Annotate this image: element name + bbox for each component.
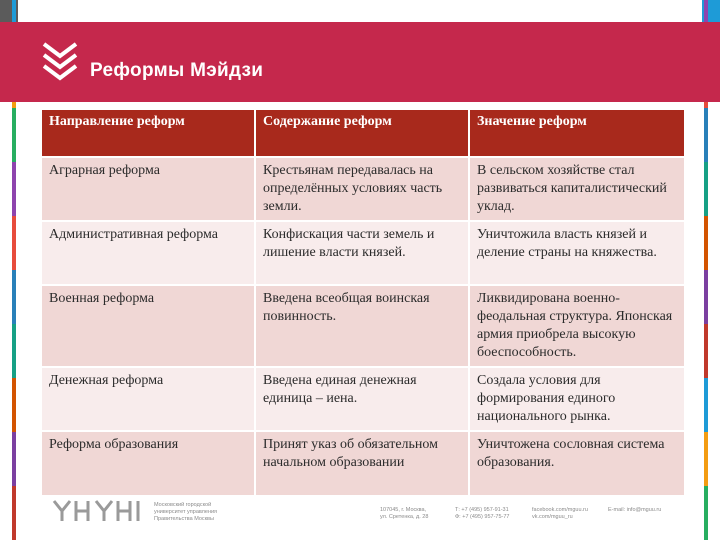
reforms-table-container (42, 110, 685, 495)
table-cell: Денежная реформа (42, 367, 255, 431)
table-cell: Принят указ об обязательном начальном образовании (255, 431, 469, 495)
footer-email[interactable]: E-mail: info@mguu.ru (608, 507, 662, 513)
stripe-segment (12, 486, 16, 540)
stripe-segment (12, 108, 16, 162)
stripe-segment (12, 270, 16, 324)
stripe-segment (12, 324, 16, 378)
footer-social-links[interactable]: facebook.com/mguu.ru vk.com/mguu_ru (532, 507, 588, 520)
table-row (42, 157, 685, 221)
table-cell: Конфискация части земель и лишение власти князей. (255, 221, 469, 285)
slide-header (0, 22, 720, 102)
stripe-segment (704, 162, 708, 216)
table-row (42, 221, 685, 285)
stripe-segment (704, 108, 708, 162)
table-header-row (42, 110, 685, 157)
table-cell: Реформа образования (42, 431, 255, 495)
table-cell: Аграрная реформа (42, 157, 255, 221)
reforms-table (42, 110, 686, 495)
slide-footer (50, 497, 690, 527)
footer-org-name: Московский городской университет управления Правительства Москвы (154, 502, 218, 522)
table-cell: Ликвидирована военно-феодальная структура. Японская армия приобрела высокую боеспособность. (469, 285, 685, 367)
column-header-significance: Значение реформ (469, 110, 685, 157)
table-cell: Введена всеобщая воинская повинность. (255, 285, 469, 367)
page-title: Реформы Мэйдзи (90, 60, 264, 81)
table-cell: Административная реформа (42, 221, 255, 285)
stripe-segment (704, 432, 708, 486)
table-cell: В сельском хозяйстве стал развиваться капиталистический уклад. (469, 157, 685, 221)
table-cell: Военная реформа (42, 285, 255, 367)
table-row (42, 285, 685, 367)
stripe-segment (704, 486, 708, 540)
table-cell: Создала условия для формирования единого национального рынка. (469, 367, 685, 431)
stripe-segment (704, 216, 708, 270)
footer-address: 107045, г. Москва, ул. Сретенка, д. 28 (380, 507, 429, 520)
table-cell: Введена единая денежная единица – иена. (255, 367, 469, 431)
table-cell: Уничтожила власть князей и деление страны на княжества. (469, 221, 685, 285)
stripe-segment (12, 216, 16, 270)
stripe-segment (704, 324, 708, 378)
stripe-segment (12, 378, 16, 432)
table-cell: Крестьянам передавалась на определённых условиях часть земли. (255, 157, 469, 221)
footer-phones: Т: +7 (495) 957-91-31 Ф: +7 (495) 957-75-77 (455, 507, 510, 520)
column-header-direction: Направление реформ (42, 110, 255, 157)
stripe-segment (12, 162, 16, 216)
table-row (42, 367, 685, 431)
table-row (42, 431, 685, 495)
stripe-segment (12, 432, 16, 486)
table-cell: Уничтожена сословная система образования. (469, 431, 685, 495)
column-header-content: Содержание реформ (255, 110, 469, 157)
university-logo-icon (52, 499, 144, 523)
chevron-down-icon (40, 40, 80, 84)
stripe-segment (704, 270, 708, 324)
stripe-segment (704, 378, 708, 432)
